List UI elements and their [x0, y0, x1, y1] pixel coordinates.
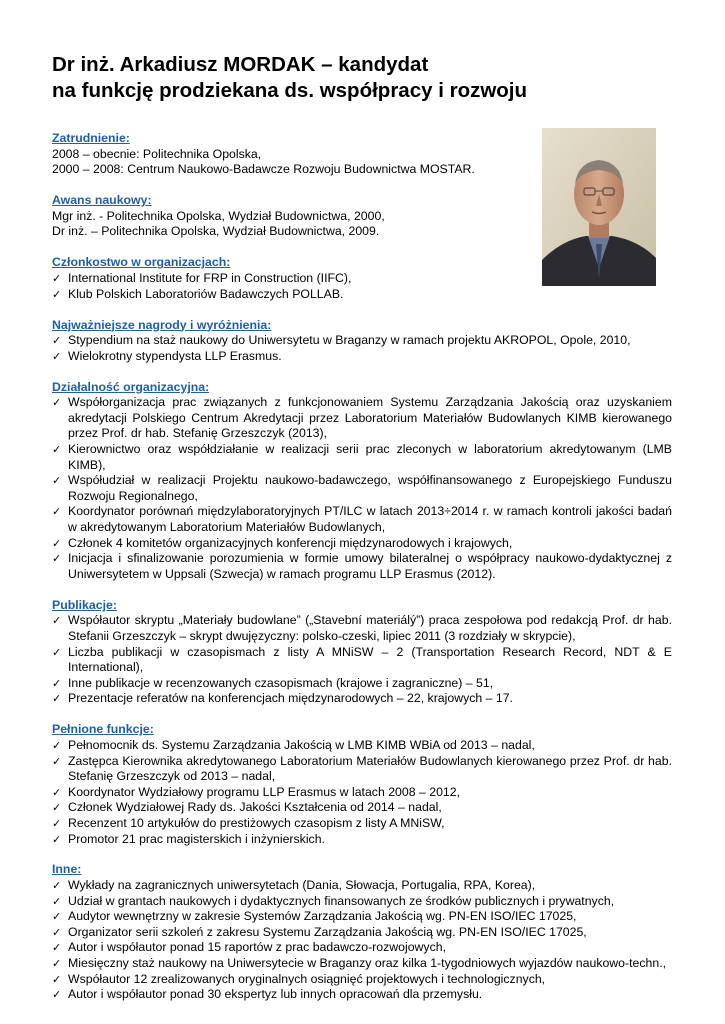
check-mark-icon: ✓ [52, 271, 62, 285]
section-publications [52, 598, 672, 707]
section-organizational-activity [52, 380, 672, 583]
list-item: ✓ Klub Polskich Laboratoriów Badawczych POLLAB. [52, 286, 344, 301]
list-item: ✓ Promotor 21 prac magisterskich i inżynierskich. [52, 831, 325, 846]
check-mark-icon: ✓ [52, 676, 62, 690]
list-item: ✓ Inne publikacje w recenzowanych czasopismach (krajowe i zagraniczne) – 51, [52, 675, 494, 690]
list-item: ✓ Współautor 12 zrealizowanych oryginalnych osiągnięć projektowych i technologicznych, [52, 971, 546, 986]
check-mark-icon: ✓ [52, 692, 62, 706]
check-mark-icon: ✓ [52, 536, 62, 550]
list-item: ✓ Miesięczny staż naukowy na Uniwersytecie w Braganzy oraz kilka 1-tygodniowych wyjazdów naukowo-techn., [52, 956, 667, 971]
check-mark-icon: ✓ [52, 645, 62, 659]
check-mark-icon: ✓ [52, 738, 62, 752]
check-mark-icon: ✓ [52, 894, 62, 908]
check-mark-icon: ✓ [52, 785, 62, 799]
list-item: ✓ Zastępca Kierownika akredytowanego Laboratorium Materiałów Budowlanych kierowanego przez Prof. dr hab. Stefanię Grzeszczyk od 2013 – nadal, [52, 753, 672, 784]
section-heading-publications: Publikacje: [52, 597, 117, 612]
list-item: ✓ Koordynator porównań międzylaboratoryjnych PT/ILC w latach 2013÷2014 r. w ramach kontroli jakości badań w akredytowanym Laboratorium Materiałów Budowlanych, [52, 504, 672, 535]
section-other [52, 862, 672, 1002]
check-mark-icon: ✓ [52, 754, 62, 768]
check-mark-icon: ✓ [52, 614, 62, 628]
list-item: ✓ Pełnomocnik ds. Systemu Zarządzania Jakością w LMB KIMB WBiA od 2013 – nadal, [52, 737, 535, 752]
list-item: ✓ Wykłady na zagranicznych uniwersytetach (Dania, Słowacja, Portugalia, RPA, Korea), [52, 878, 536, 893]
list-item: ✓ Kierownictwo oraz współdziałanie w realizacji serii prac zleconych w laboratorium akredytowanym (LMB KIMB), [52, 442, 672, 472]
list-item: ✓ Współorganizacja prac związanych z funkcjonowaniem Systemu Zarządzania Jakością oraz uzyskaniem akredytacji Polskiego Centrum Akredytacji przez Laboratorium Materiałów Budowlanych KIMB kierowanego przez Prof. dr hab. Stefanię Grzeszczyk (2013), [52, 395, 672, 441]
employment-line: 2008 – obecnie: Politechnika Opolska, [52, 146, 262, 161]
list-item: ✓ Recenzent 10 artykułów do prestiżowych czasopism z listy A MNiSW, [52, 815, 445, 830]
title-line-1: Dr inż. Arkadiusz MORDAK – kandydat [52, 53, 429, 76]
section-heading-positions-held: Pełnione funkcje: [52, 722, 154, 737]
section-academic-degrees [52, 193, 532, 240]
list-item: ✓ Stypendium na staż naukowy do Uniwersytetu w Braganzy w ramach projektu AKROPOL, Opole, 2010, [52, 333, 631, 348]
page-title [52, 52, 672, 104]
check-mark-icon: ✓ [52, 505, 62, 519]
check-mark-icon: ✓ [52, 925, 62, 939]
section-heading-academic-degrees: Awans naukowy: [52, 193, 152, 208]
degree-line: Dr inż. – Politechnika Opolska, Wydział Budownictwa, 2009. [52, 224, 380, 239]
check-mark-icon: ✓ [52, 349, 62, 363]
section-positions-held [52, 722, 672, 847]
list-item: ✓ International Institute for FRP in Construction (IIFC), [52, 270, 352, 285]
section-awards [52, 318, 672, 365]
section-employment [52, 131, 532, 178]
section-heading-organizational-activity: Działalność organizacyjna: [52, 379, 210, 394]
section-heading-memberships: Członkostwo w organizacjach: [52, 255, 231, 270]
list-item: ✓ Współudział w realizacji Projektu naukowo-badawczego, współfinansowanego z Europejskiego Funduszu Rozwoju Regionalnego, [52, 473, 672, 503]
list-item: ✓ Udział w grantach naukowych i dydaktycznych finansowanych ze środków publicznych i prywatnych, [52, 893, 615, 908]
list-item: ✓ Członek 4 komitetów organizacyjnych konferencji międzynarodowych i krajowych, [52, 535, 513, 550]
list-item: ✓ Koordynator Wydziałowy programu LLP Erasmus w latach 2008 – 2012, [52, 784, 461, 799]
check-mark-icon: ✓ [52, 552, 62, 566]
section-heading-employment: Zatrudnienie: [52, 131, 130, 145]
check-mark-icon: ✓ [52, 941, 62, 955]
check-mark-icon: ✓ [52, 879, 62, 893]
list-item: ✓ Inicjacja i sfinalizowanie porozumienia w formie umowy bilateralnej o współpracy naukowo-dydaktycznej z Uniwersytetem w Uppsali (Szwecja) w ramach programu LLP Erasmus (2012). [52, 551, 672, 581]
cv-content [52, 131, 672, 1018]
list-item: ✓ Autor i współautor ponad 15 raportów z prac badawczo-rozwojowych, [52, 940, 446, 955]
check-mark-icon: ✓ [52, 334, 62, 348]
check-mark-icon: ✓ [52, 972, 62, 986]
check-mark-icon: ✓ [52, 474, 62, 488]
list-item: ✓ Audytor wewnętrzny w zakresie Systemów Zarządzania Jakością wg. PN-EN ISO/IEC 17025, [52, 909, 577, 924]
section-memberships [52, 255, 532, 302]
employment-line: 2000 – 2008: Centrum Naukowo-Badawcze Rozwoju Budownictwa MOSTAR. [52, 162, 475, 177]
check-mark-icon: ✓ [52, 287, 62, 301]
check-mark-icon: ✓ [52, 988, 62, 1002]
list-item: ✓ Wielokrotny stypendysta LLP Erasmus. [52, 348, 282, 363]
title-line-2: na funkcję prodziekana ds. współpracy i rozwoju [52, 79, 528, 102]
degree-line: Mgr inż. - Politechnika Opolska, Wydział Budownictwa, 2000, [52, 208, 385, 223]
list-item: ✓ Autor i współautor ponad 30 ekspertyz lub innych opracowań dla przemysłu. [52, 987, 483, 1002]
check-mark-icon: ✓ [52, 910, 62, 924]
check-mark-icon: ✓ [52, 832, 62, 846]
list-item: ✓ Prezentacje referatów na konferencjach międzynarodowych – 22, krajowych – 17. [52, 691, 513, 706]
list-item: ✓ Liczba publikacji w czasopismach z listy A MNiSW – 2 (Transportation Research Record, NDT & E International), [52, 644, 672, 675]
check-mark-icon: ✓ [52, 957, 62, 971]
list-item: ✓ Organizator serii szkoleń z zakresu Systemu Zarządzania Jakością wg. PN-EN ISO/IEC 17025, [52, 924, 587, 939]
check-mark-icon: ✓ [52, 396, 62, 410]
section-heading-other: Inne: [52, 862, 82, 877]
check-mark-icon: ✓ [52, 816, 62, 830]
list-item: ✓ Członek Wydziałowej Rady ds. Jakości Kształcenia od 2014 – nadal, [52, 800, 442, 815]
section-heading-awards: Najważniejsze nagrody i wyróżnienia: [52, 317, 272, 332]
check-mark-icon: ✓ [52, 801, 62, 815]
check-mark-icon: ✓ [52, 443, 62, 457]
list-item: ✓ Współautor skryptu „Materiały budowlane” („Stavební materiálý”) praca zespołowa pod redakcją Prof. dr hab. Stefanii Grzeszczyk – skrypt dwujęzyczny: polsko-czeski, lipiec 2011 (3 rozdziały w skrypcie), [52, 613, 672, 643]
